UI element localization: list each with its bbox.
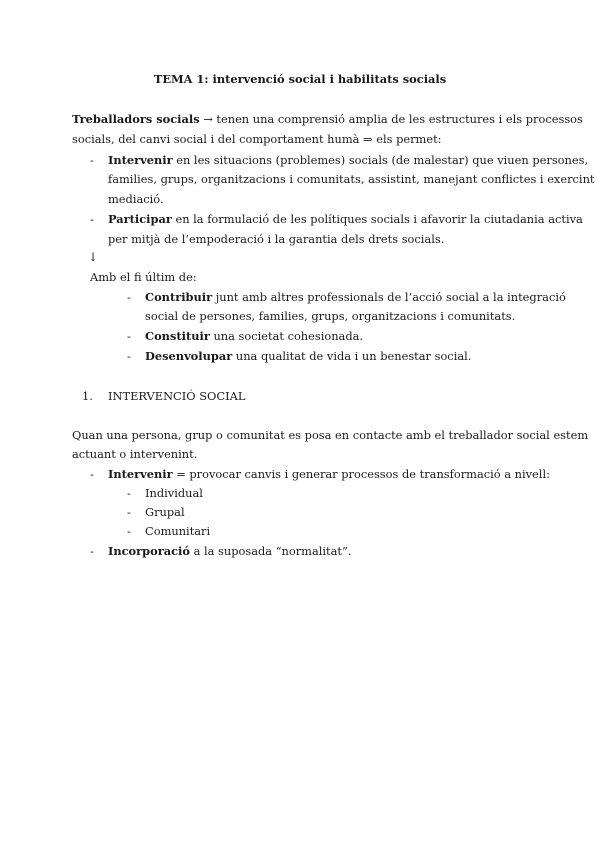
aim-contribuir-line-1: Contribuir junt amb altres professionals de l’acció social a la integració [145,290,566,304]
subitem-individual: Individual [145,486,203,500]
intro-line-2: socials, del canvi social i del comportament humà ⇒ els permet: [72,132,442,146]
intro-text: → tenen una comprensió amplia de les estructures i els processos [199,112,583,126]
bullet-dash: - [90,212,94,226]
section-number: 1. [82,389,93,403]
aim-term: Desenvolupar [145,349,233,363]
section-heading: INTERVENCIÓ SOCIAL [108,389,246,403]
aim-dash: - [127,329,131,343]
aim-dash: - [127,349,131,363]
bullet-dash: - [90,467,94,481]
intro-line-1 [72,112,583,126]
aim-term: Contribuir [145,290,213,304]
intro-term: Treballadors socials [72,112,200,126]
aim-desenvolupar: Desenvolupar una qualitat de vida i un benestar social. [145,349,472,363]
subitem-grupal: Grupal [145,505,185,519]
bullet-term: Intervenir [108,467,173,481]
aim-constituir: Constituir una societat cohesionada. [145,329,364,343]
para-line-2: actuant o intervenint. [72,447,198,461]
bullet-dash: - [90,153,94,167]
bullet-term: Incorporació [108,544,190,558]
subitem-dash: - [127,524,131,538]
para-line-1: Quan una persona, grup o comunitat es posa en contacte amb el treballador social estem [72,428,589,442]
aim-contribuir-line-2: social de persones, families, grups, organitzacions i comunitats. [145,309,516,323]
bullet-participar-line-1: Participar en la formulació de les polítiques socials i afavorir la ciutadania activa [108,212,583,226]
subitem-comunitari: Comunitari [145,524,211,538]
down-arrow-icon: ↓ [88,250,99,264]
bullet-participar-line-2: per mitjà de l’empoderació i la garantia dels drets socials. [108,232,445,246]
bullet-incorporacio: Incorporació a la suposada “normalitat”. [108,544,352,558]
bullet-intervenir-line-1: Intervenir en les situacions (problemes) socials (de malestar) que viuen persones, [108,153,589,167]
subitem-dash: - [127,505,131,519]
bullet-intervenir-def: Intervenir = provocar canvis i generar processos de transformació a nivell: [108,467,550,481]
bullet-intervenir-line-3: mediació. [108,192,164,206]
subitem-dash: - [127,486,131,500]
page-title: TEMA 1: intervenció social i habilitats socials [153,72,447,86]
aim-term: Constituir [145,329,210,343]
bullet-term: Participar [108,212,172,226]
bullet-term: Intervenir [108,153,173,167]
aim-label: Amb el fi últim de: [90,270,197,284]
bullet-dash: - [90,544,94,558]
aim-dash: - [127,290,131,304]
bullet-intervenir-line-2: families, grups, organitzacions i comunitats, assistint, manejant conflictes i exercint [108,172,595,186]
